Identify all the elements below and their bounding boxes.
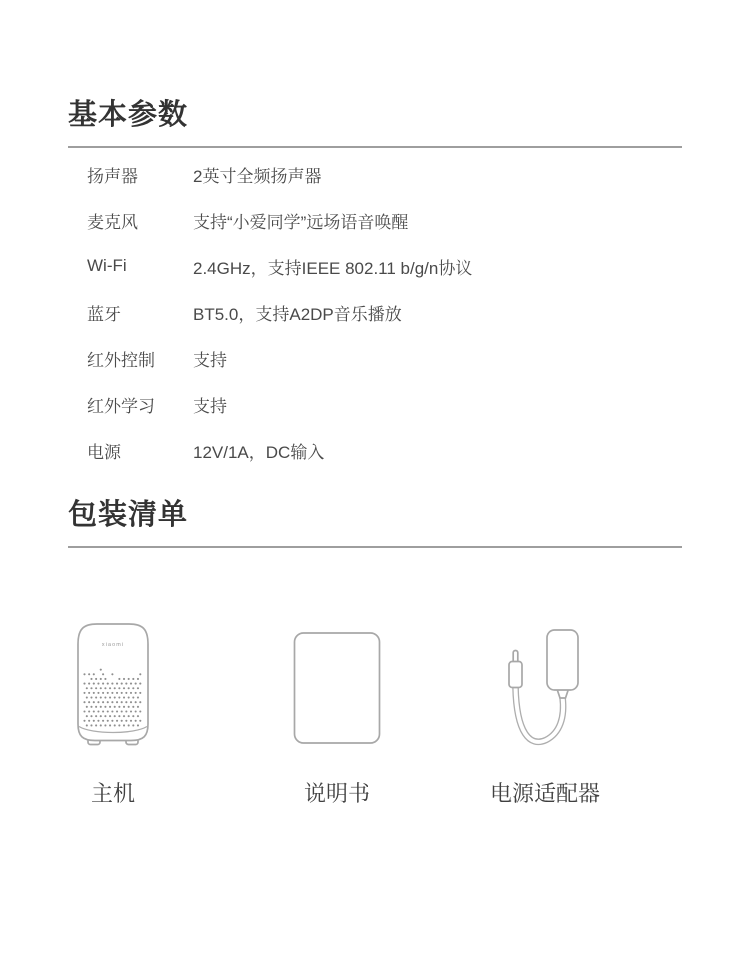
package-item-label: 主机 (90, 781, 135, 806)
manual-illustration (292, 617, 382, 757)
package-items (68, 617, 682, 807)
spec-row-ir-control (68, 335, 682, 381)
package-item-main-unit (68, 617, 158, 807)
spec-label: Wi-Fi (87, 256, 127, 275)
spec-value: 支持 (193, 350, 227, 370)
package-list-title: 包装清单 (68, 499, 189, 531)
spec-label: 红外学习 (87, 396, 155, 416)
spec-value: 支持“小爱同学”远场语音唤醒 (193, 212, 409, 232)
spec-row-speaker (68, 151, 682, 197)
package-item-power-adapter (490, 617, 600, 807)
speaker-illustration (68, 617, 158, 757)
spec-label: 扬声器 (87, 166, 138, 186)
spec-row-ir-learning (68, 381, 682, 427)
section-basic-parameters (68, 97, 682, 473)
spec-label: 电源 (87, 442, 121, 462)
spec-value: 2英寸全频扬声器 (193, 166, 322, 186)
spec-label: 红外控制 (87, 350, 155, 370)
spec-row-power (68, 427, 682, 473)
spec-value: 支持 (193, 396, 227, 416)
spec-label: 蓝牙 (87, 304, 121, 324)
package-item-label: 电源适配器 (490, 781, 601, 806)
package-item-manual (292, 617, 382, 807)
basic-parameters-title: 基本参数 (68, 99, 189, 131)
spec-table (68, 151, 682, 473)
spec-row-wifi (68, 243, 682, 289)
speaker-logo-text: xiaomi (101, 642, 125, 648)
spec-label: 麦克风 (87, 212, 138, 232)
spec-value: BT5.0，支持A2DP音乐播放 (193, 304, 402, 324)
spec-value: 12V/1A，DC输入 (193, 442, 325, 462)
power-adapter-illustration (490, 617, 600, 757)
spec-row-bluetooth (68, 289, 682, 335)
section-divider (68, 546, 682, 548)
package-item-label: 说明书 (303, 781, 370, 806)
section-divider (68, 146, 682, 148)
spec-value: 2.4GHz，支持IEEE 802.11 b/g/n协议 (193, 258, 473, 278)
spec-row-microphone (68, 197, 682, 243)
section-package-list (68, 497, 682, 807)
